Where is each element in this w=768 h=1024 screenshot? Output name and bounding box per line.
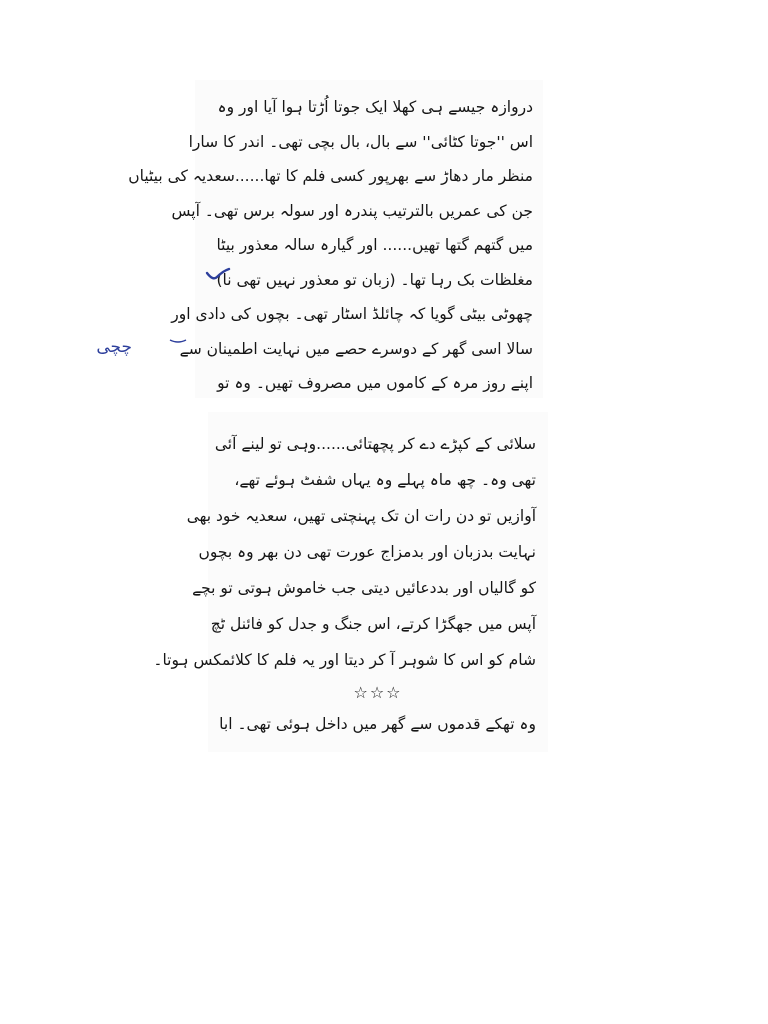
text-line: وہ تھکے قدموں سے گھر میں داخل ہوئی تھی۔ ابا xyxy=(219,715,536,733)
scene-break-stars: ☆☆☆ xyxy=(353,683,403,702)
text-line: سلائی کے کپڑے دے کر پچھتائی......وہی تو لینے آئی xyxy=(214,435,536,453)
urdu-paragraph-top xyxy=(128,90,533,401)
text-line: آوازیں تو دن رات ان تک پہنچتی تھیں، سعدیہ خود بھی xyxy=(186,507,536,525)
text-line: دروازہ جیسے ہی کھلا ایک جوتا اُڑتا ہوا آیا اور وہ xyxy=(217,98,533,116)
urdu-paragraph-bottom xyxy=(153,426,536,742)
text-line: منظر مار دھاڑ سے بھرپور کسی فلم کا تھا......سعدیہ کی بیٹیاں xyxy=(128,167,533,185)
text-line: میں گتھم گتھا تھیں...... اور گیارہ سالہ معذور بیٹا xyxy=(216,236,533,254)
text-line: سالا اسی گھر کے دوسرے حصے میں نہایت اطمینان سے xyxy=(179,339,533,358)
text-line: اپنے روز مرہ کے کاموں میں مصروف تھیں۔ وہ تو xyxy=(217,374,533,392)
pen-tick-mark xyxy=(205,267,231,283)
text-clipping-bottom xyxy=(153,412,548,752)
text-line: تھی وہ۔ چھ ماہ پہلے وہ یہاں شفٹ ہوئے تھے، xyxy=(234,471,536,489)
text-clipping-top xyxy=(128,80,543,398)
handwritten-margin-note xyxy=(96,326,188,366)
text-line: اس ''جوتا کٹائی'' سے بال، بال بچی تھی۔ اندر کا سارا xyxy=(188,132,533,151)
text-line: جن کی عمریں بالترتیب پندرہ اور سولہ برس تھی۔ آپس xyxy=(171,201,533,220)
text-line: چھوٹی بیٹی گویا کہ چائلڈ اسٹار تھی۔ بچوں کی دادی اور xyxy=(171,305,533,323)
text-line: کو گالیاں اور بددعائیں دیتی جب خاموش ہوتی تو بچے xyxy=(192,579,536,597)
text-line: مغلظات بک رہا تھا۔ (زبان تو معذور نہیں تھی نا) xyxy=(216,270,533,289)
text-line: شام کو اس کا شوہر آ کر دیتا اور یہ فلم کا کلائمکس ہوتا۔ xyxy=(153,651,536,669)
text-line: نہایت بدزبان اور بدمزاج عورت تھی دن بھر وہ بچوں xyxy=(198,543,536,561)
text-line: آپس میں جھگڑا کرتے، اس جنگ و جدل کو فائنل ٹچ xyxy=(210,615,536,633)
margin-note-text: چچی xyxy=(96,337,132,357)
